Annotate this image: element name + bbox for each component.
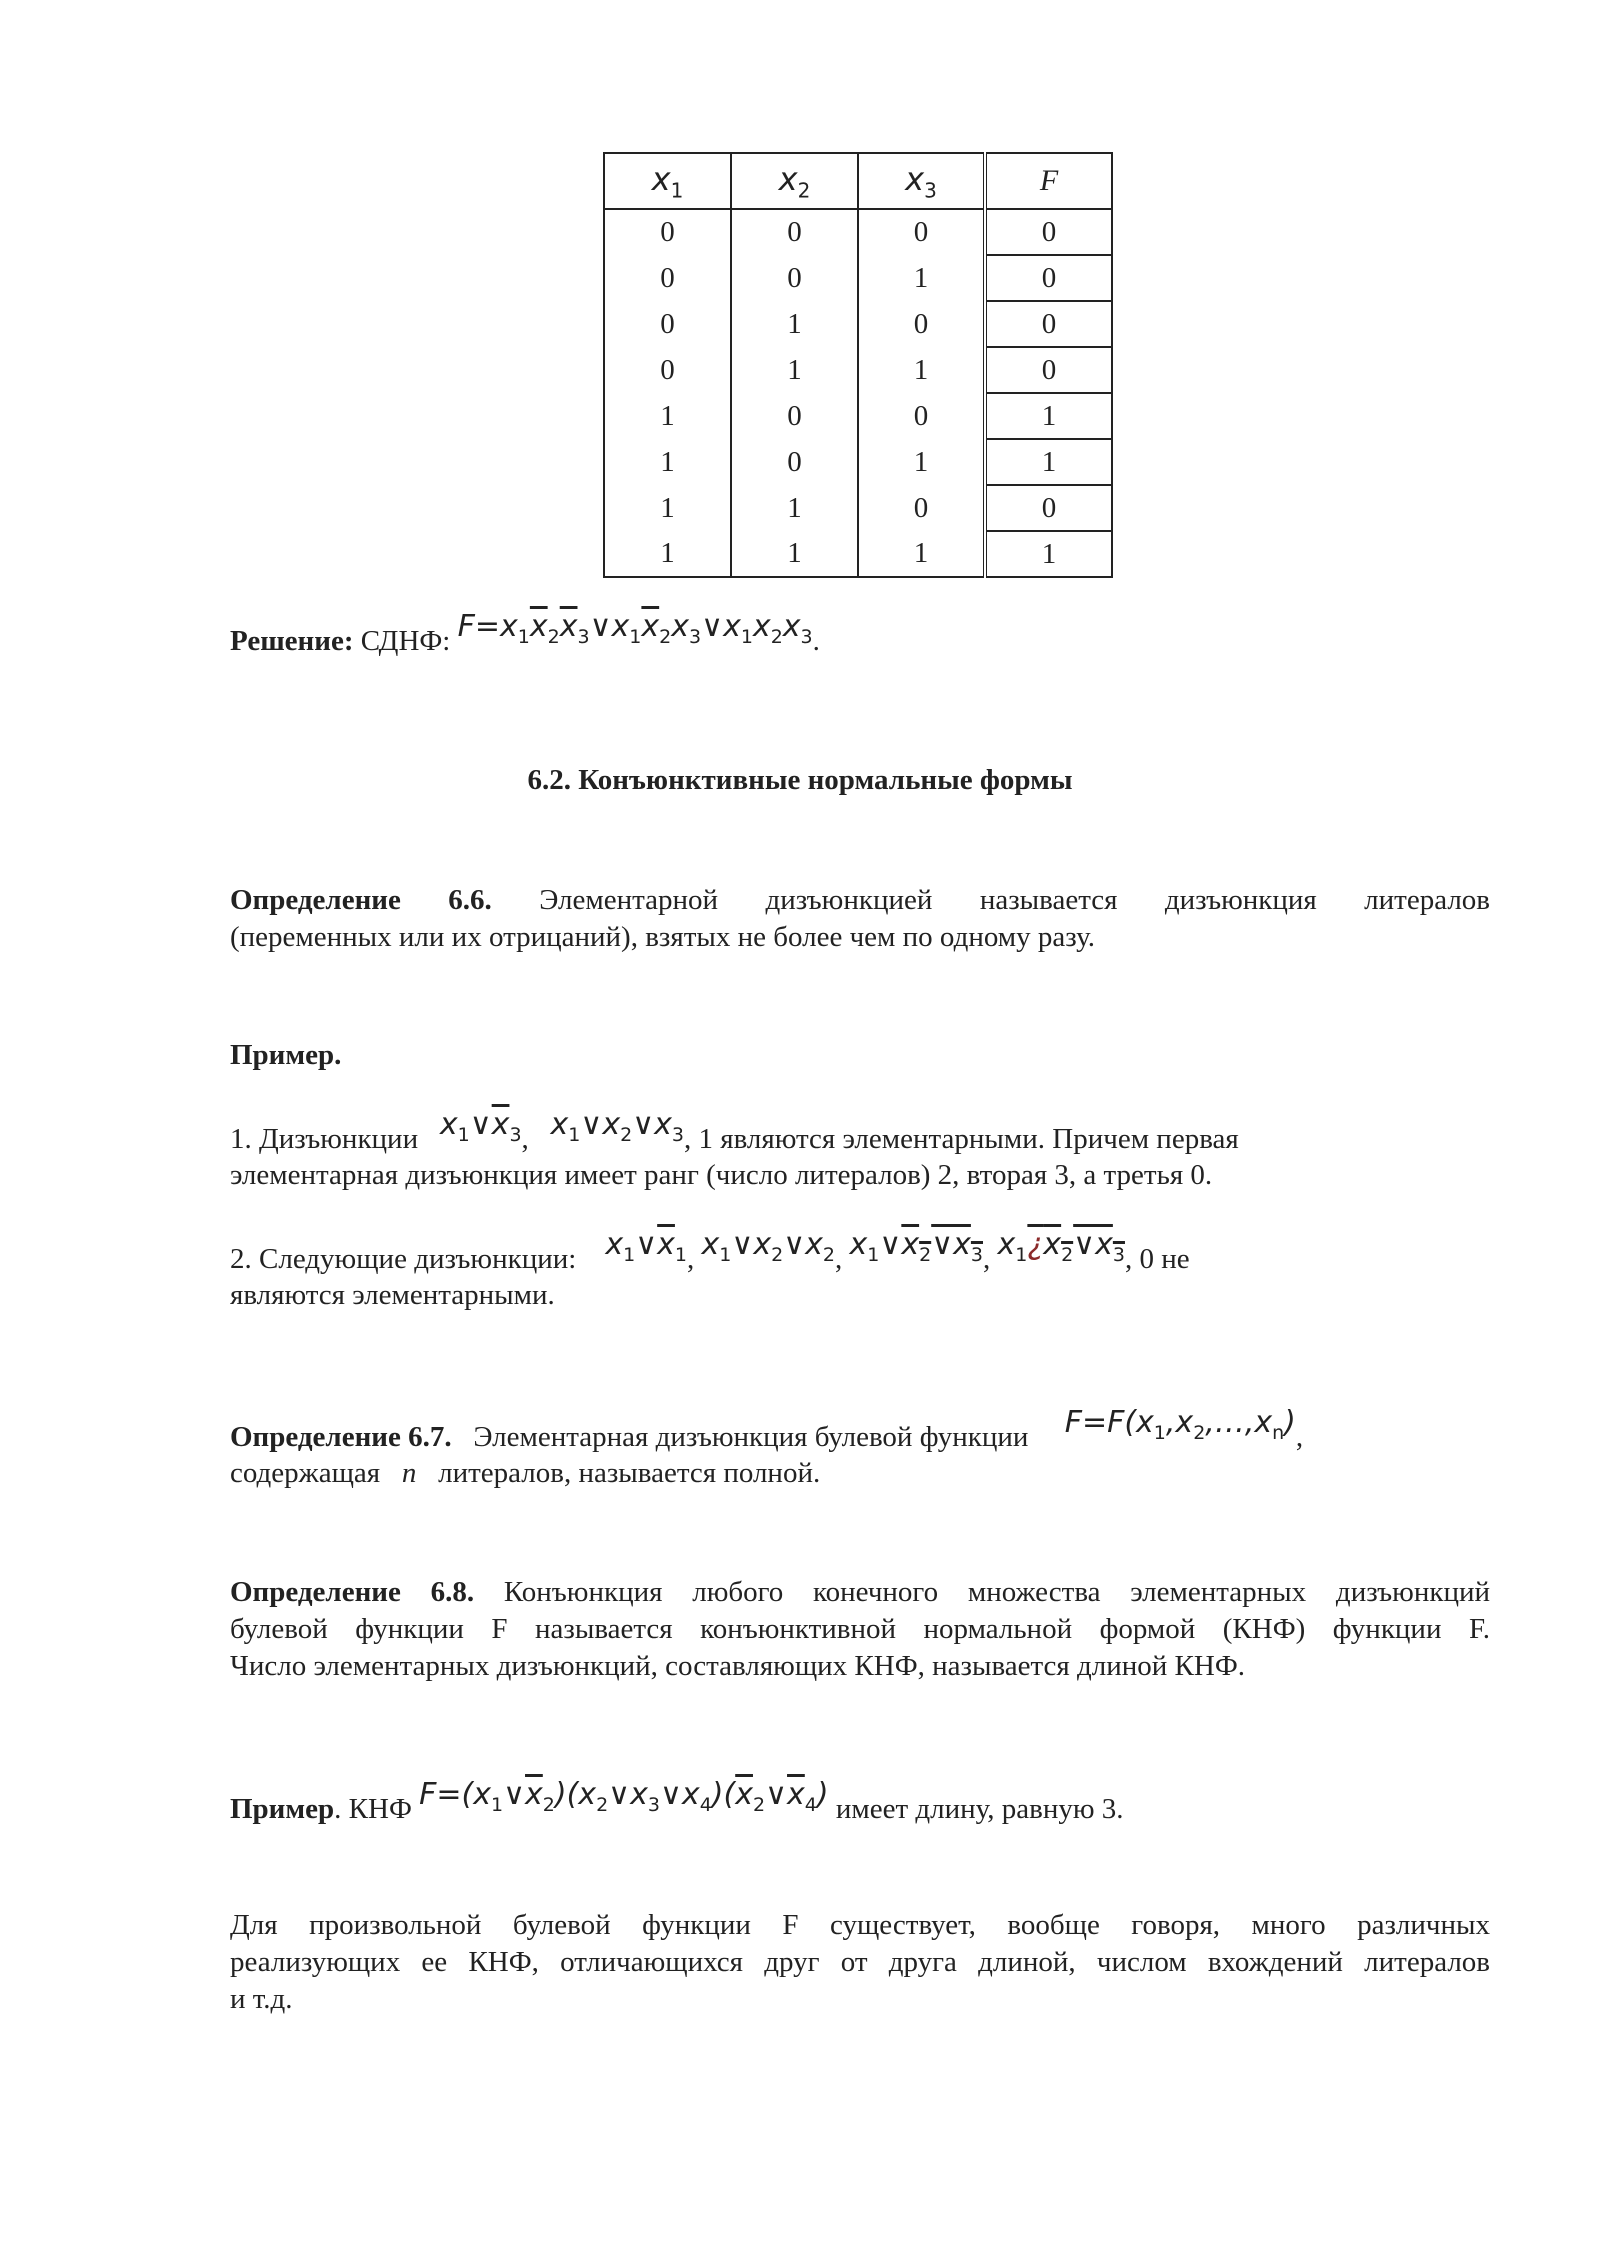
def67-label: Определение 6.7. [230, 1421, 452, 1453]
truth-table-cell: 0 [731, 255, 858, 301]
def68-line3: Число элементарных дизъюнкций, составляющих КНФ, называется длиной КНФ. [230, 1650, 1245, 1682]
def66-text1: Элементарной дизъюнкцией называется дизъюнкция литералов [539, 884, 1491, 916]
truth-table-cell-f: 0 [985, 301, 1112, 347]
truth-table-cell: 1 [858, 255, 985, 301]
truth-table-row [604, 393, 1112, 439]
truth-table-cell: 0 [604, 255, 731, 301]
def67-formula: $F=F(x_1,x_2,\dots,x_n)$ [1064, 1405, 1296, 1444]
example2-text-b: имеет длину, равную 3. [835, 1793, 1124, 1825]
truth-table-cell: 1 [858, 439, 985, 485]
truth-table-cell: 1 [731, 301, 858, 347]
def67-n: n [401, 1457, 417, 1489]
example1-label [230, 1037, 1490, 1074]
truth-table-cell: 0 [604, 209, 731, 255]
item1-start: 1. Дизъюнкции [230, 1123, 419, 1155]
truth-table-row [604, 485, 1112, 531]
solution-end: . [812, 625, 820, 657]
truth-table-cell-f: 1 [985, 439, 1112, 485]
truth-table-cell: 0 [604, 301, 731, 347]
def66-label: Определение 6.6. [230, 884, 492, 916]
truth-table-cell: 1 [604, 439, 731, 485]
truth-table-header-row [604, 153, 1112, 209]
example1-item1-line2: элементарная дизъюнкция имеет ранг (число литералов) 2, вторая 3, а третья 0. [230, 1159, 1213, 1191]
item1-mid: , 1 являются элементарными. Причем первая [684, 1123, 1239, 1155]
example2-line [230, 1777, 1490, 1838]
def66-line1 [230, 882, 1490, 919]
header-x3 [858, 153, 985, 209]
knf-formula: $F=(x_1\vee\overline{x}_2)(x_2\vee x_3\vee x_4)(\overline{x}_2\vee\overline{x}_4)$ [419, 1777, 829, 1816]
truth-table-row [604, 209, 1112, 255]
header-x2-text: $x_2$ [778, 159, 811, 203]
def68-text1: Конъюнкция любого конечного множества элементарных дизъюнкций [503, 1576, 1490, 1608]
def67-line1: Определение 6.7. Элементарная дизъюнкция булевой функции $F=F(x_1,x_2,\dots,x_n)$, [230, 1405, 1304, 1453]
truth-table-cell: 1 [604, 485, 731, 531]
truth-table-cell-f: 0 [985, 347, 1112, 393]
truth-table-cell: 0 [731, 439, 858, 485]
example1-item2-line1: 2. Следующие дизъюнкции: $x_1\vee\overline{x}_1$, $x_1\vee x_2\vee x_2$, $x_1\vee x_2\vee x_3$, $x_1¿x_2\vee x_3$, 0 не [230, 1227, 1190, 1275]
item2-formula3: $x_1\vee x_2\vee x_3$ [849, 1227, 983, 1266]
def67-text2b: литералов, называется полной. [438, 1457, 821, 1489]
solution-line [230, 609, 1490, 670]
header-x3-text: $x_3$ [905, 159, 937, 203]
header-f: F [985, 153, 1112, 209]
truth-table-cell: 1 [604, 531, 731, 577]
solution-label: Решение: [230, 625, 354, 657]
def68-line2: булевой функции F называется конъюнктивной нормальной формой (КНФ) функции F. [230, 1613, 1490, 1645]
truth-table-row [604, 347, 1112, 393]
def67-text2a: содержащая [230, 1457, 381, 1489]
truth-table-cell: 1 [731, 531, 858, 577]
truth-table-row [604, 531, 1112, 577]
example2-label: Пример [230, 1793, 335, 1825]
example1-item2-line2: являются элементарными. [230, 1279, 555, 1311]
header-x2 [731, 153, 858, 209]
truth-table-cell-f: 1 [985, 393, 1112, 439]
example2-text-a: . КНФ [334, 1793, 412, 1825]
truth-table [603, 152, 1113, 578]
truth-table-cell: 0 [858, 485, 985, 531]
truth-table-cell-f: 0 [985, 485, 1112, 531]
truth-table-cell: 1 [604, 393, 731, 439]
truth-table-cell: 0 [731, 393, 858, 439]
closing-line3: и т.д. [230, 1983, 293, 2015]
truth-table-cell: 0 [858, 209, 985, 255]
item2-formula1: $x_1\vee\overline{x}_1$ [605, 1227, 688, 1266]
def67-text1: Элементарная дизъюнкция булевой функции [473, 1421, 1029, 1453]
truth-table-cell: 0 [604, 347, 731, 393]
header-x1-text: $x_1$ [651, 159, 684, 203]
sdnf-formula: $F=x_1\overline{x}_2\overline{x}_3\vee x_1\overline{x}_2x_3\vee x_1x_2x_3$ [457, 609, 813, 648]
item2-formula4: $x_1¿x_2\vee x_3$ [997, 1227, 1125, 1266]
item1-formula2: $x_1\vee x_2\vee x_3$ [550, 1107, 685, 1146]
truth-table-cell: 1 [731, 485, 858, 531]
def66-line2: (переменных или их отрицаний), взятых не более чем по одному разу. [230, 921, 1095, 953]
def67-line2 [230, 1455, 1490, 1492]
item1-formula1: $x_1\vee\overline{x}_3$ [439, 1107, 522, 1146]
truth-table-cell: 0 [731, 209, 858, 255]
truth-table-cell: 0 [858, 393, 985, 439]
truth-table-row [604, 439, 1112, 485]
solution-text: СДНФ: [360, 625, 451, 657]
truth-table-cell: 1 [858, 531, 985, 577]
truth-table-row [604, 301, 1112, 347]
header-x1 [604, 153, 731, 209]
truth-table-body [604, 209, 1112, 577]
example1-label-text: Пример. [230, 1039, 342, 1071]
item2-end: , 0 не [1124, 1243, 1190, 1275]
example1-item1-line1: 1. Дизъюнкции $x_1\vee\overline{x}_3$, $x_1\vee x_2\vee x_3$, 1 являются элементарными. Причем первая [230, 1107, 1239, 1155]
truth-table-cell: 0 [858, 301, 985, 347]
closing-line2: реализующих ее КНФ, отличающихся друг от друга длиной, числом вхождений литералов [230, 1946, 1490, 1978]
def68-label: Определение 6.8. [230, 1576, 475, 1608]
section-heading: 6.2. Конъюнктивные нормальные формы [527, 764, 1073, 796]
closing-line1: Для произвольной булевой функции F существует, вообще говоря, много различных [230, 1909, 1490, 1941]
truth-table-cell: 1 [858, 347, 985, 393]
item2-formula2: $x_1\vee x_2\vee x_2$ [701, 1227, 835, 1266]
truth-table-cell-f: 0 [985, 209, 1112, 255]
truth-table-cell-f: 0 [985, 255, 1112, 301]
truth-table-row [604, 255, 1112, 301]
truth-table-cell: 1 [731, 347, 858, 393]
def68-line1 [230, 1574, 1490, 1611]
item2-start: 2. Следующие дизъюнкции: [230, 1243, 577, 1275]
truth-table-cell-f: 1 [985, 531, 1112, 577]
